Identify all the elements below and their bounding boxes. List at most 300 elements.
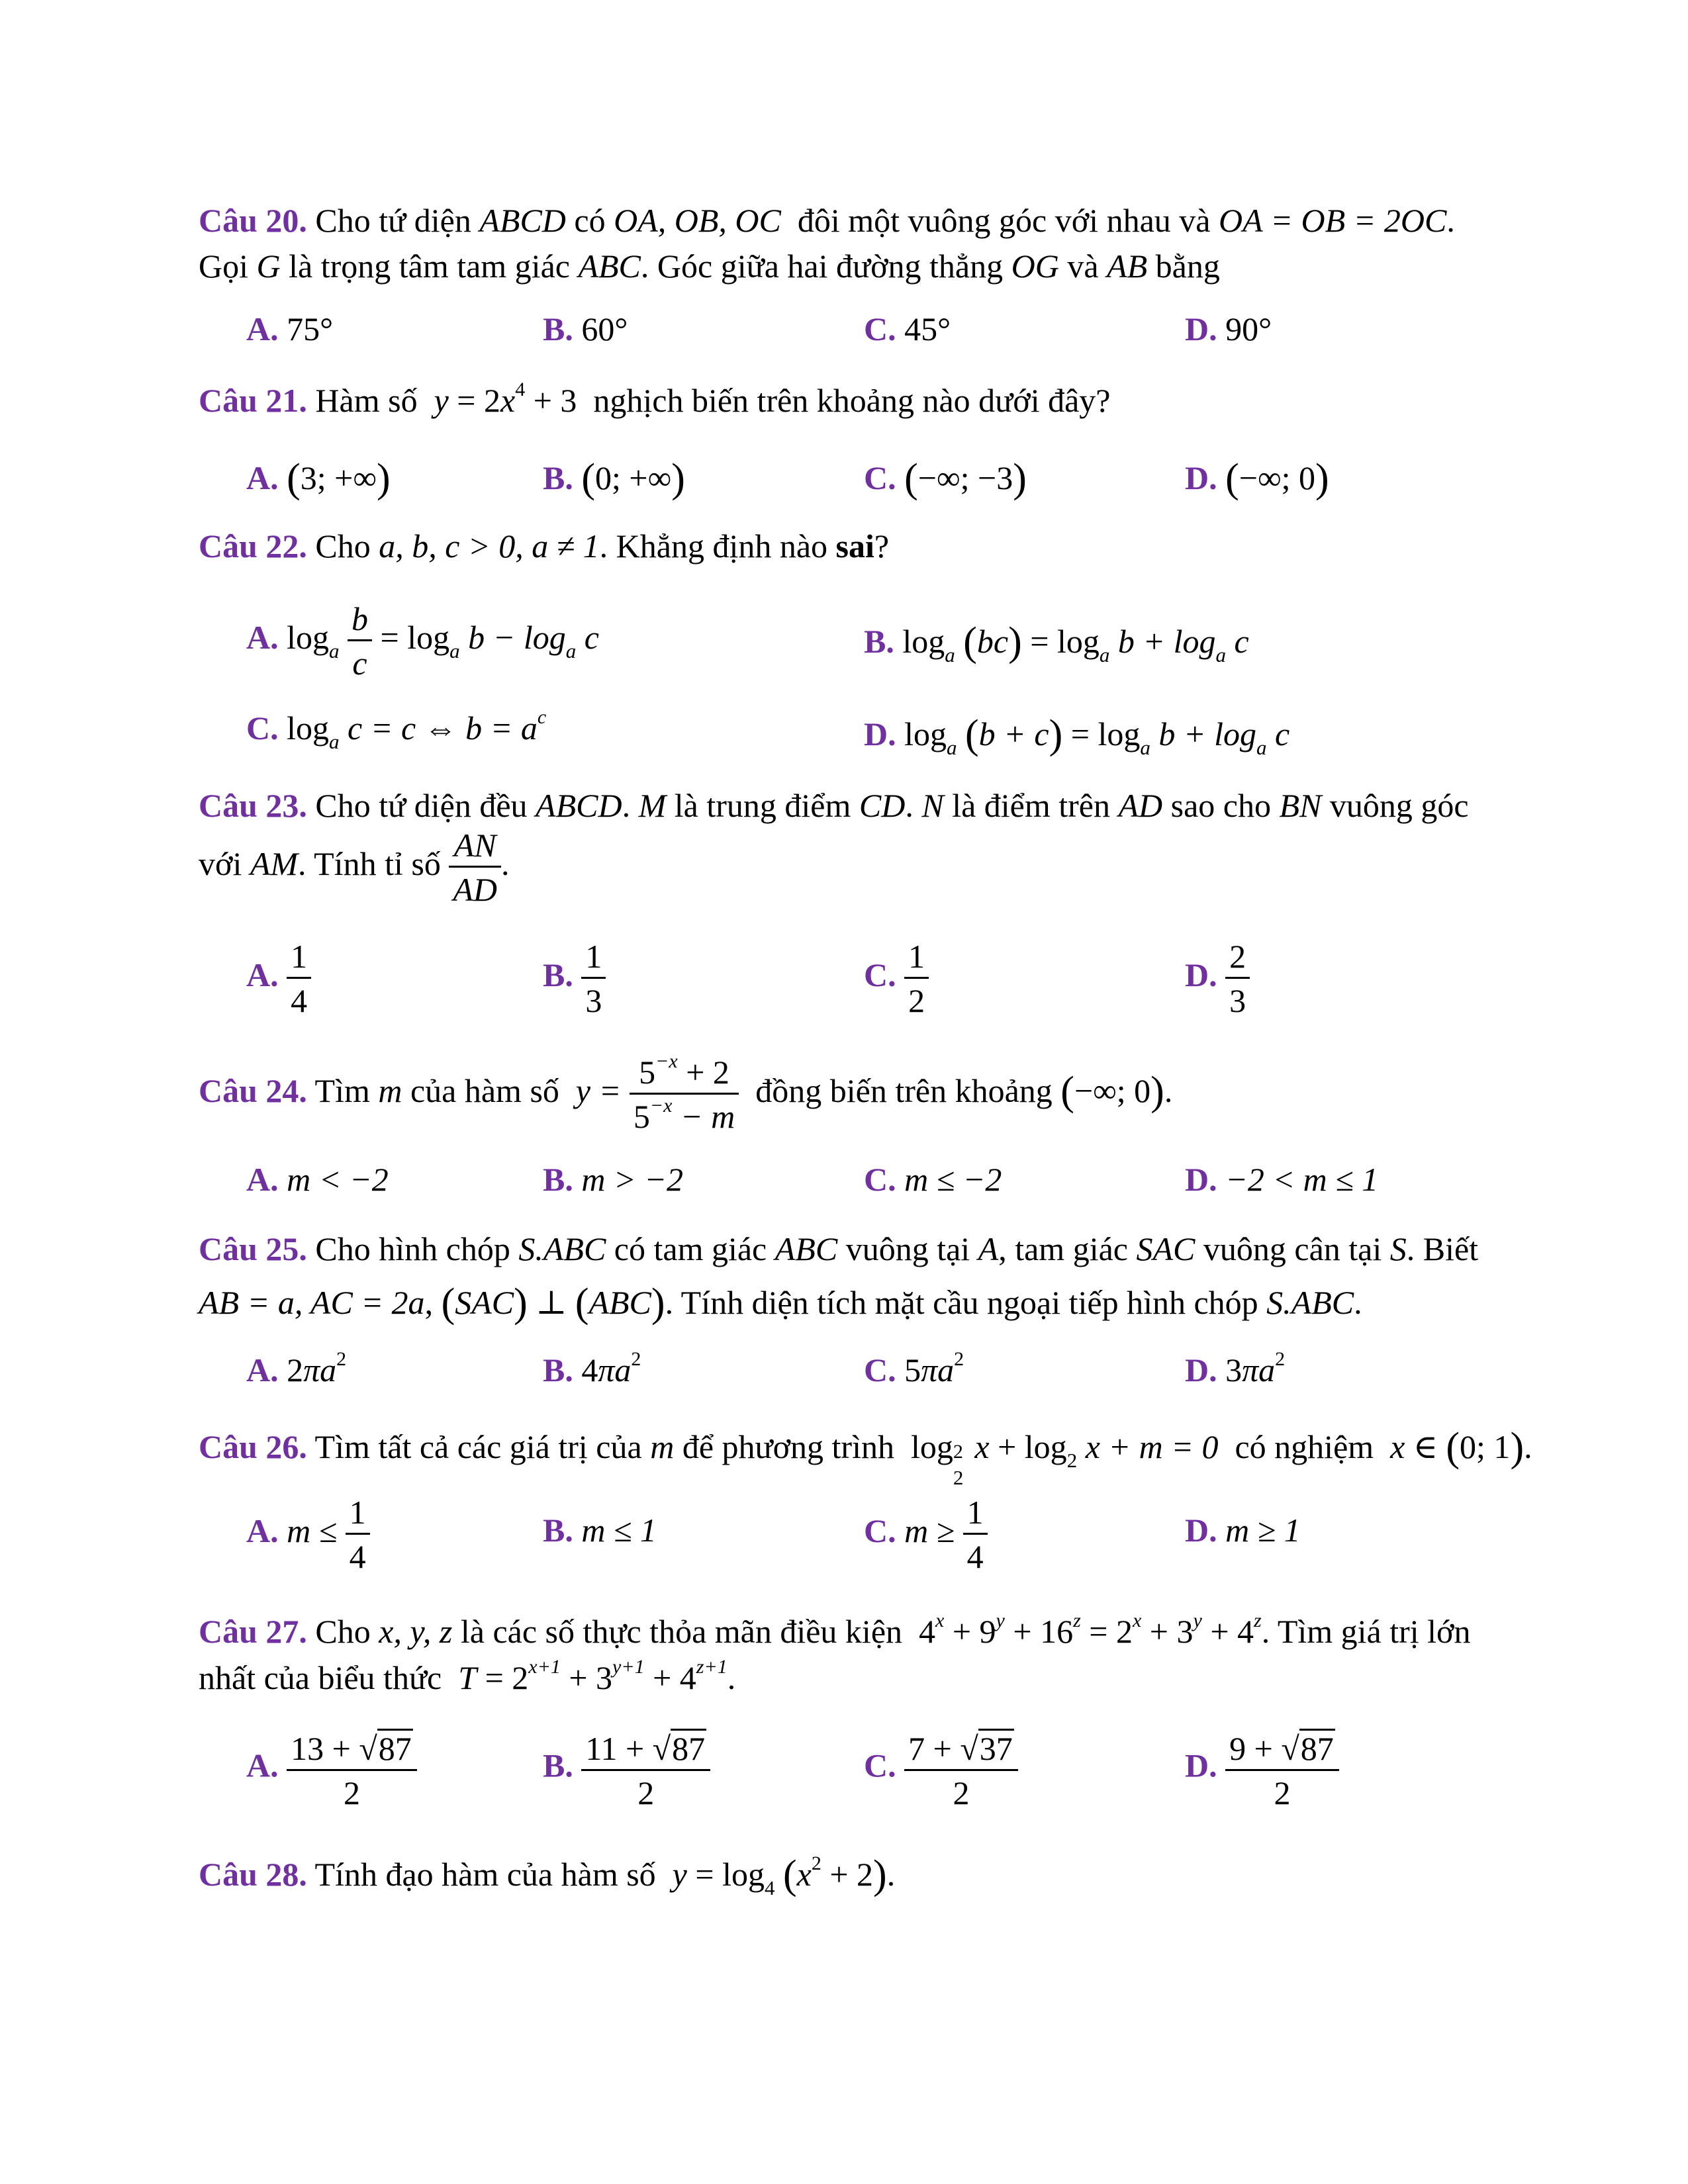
fraction-numerator: b [352, 600, 369, 637]
log-base: a [329, 730, 340, 753]
q23-var: N [921, 787, 944, 824]
q24-option-b[interactable] [543, 1163, 683, 1196]
option-label: D. [1185, 1747, 1217, 1784]
fraction-numerator [1225, 1729, 1339, 1769]
term: + 4 [653, 1659, 696, 1696]
q28-eq: = log [695, 1856, 765, 1893]
q20-option-c[interactable] [864, 312, 951, 345]
option-text: 3; +∞ [300, 459, 377, 496]
exp: z [1073, 1610, 1081, 1631]
q25-line2: AB = a, AC = 2a, (SAC) ⊥ (ABC). Tính diện tích mặt cầu ngoại tiếp hình chóp S.ABC. [199, 1281, 1362, 1326]
log: log [287, 618, 330, 656]
option-label: C. [246, 709, 279, 747]
radicand: 87 [378, 1730, 412, 1767]
option-label: A. [246, 1512, 279, 1549]
option-text: m ≤ [287, 1512, 338, 1549]
option-coef: 5 [904, 1351, 921, 1388]
q23-var: AD [1118, 787, 1163, 824]
q24-line1: Câu 24. Tìm m của hàm số y = $\frac{5^{-x} + 2}{5^{-x} - m}$ đồng biến trên khoảng (−∞; 0). [199, 1050, 1173, 1135]
q25-text: vuông tại [845, 1230, 970, 1267]
q26-label: Câu 26. [199, 1428, 307, 1465]
sqrt-icon: √ [359, 1730, 377, 1767]
fraction-numerator: 1 [349, 1494, 366, 1531]
q25-option-d[interactable] [1185, 1348, 1286, 1388]
fraction-denominator [630, 1093, 739, 1133]
q21-option-d[interactable]: D. (−∞; 0) [1185, 456, 1329, 501]
q28-line1: Câu 28. Tính đạo hàm của hàm số $y = \log_4 (x^2 + 2)$. [199, 1852, 896, 1899]
q25-option-c[interactable] [864, 1348, 964, 1388]
fraction-denominator: 3 [1225, 977, 1250, 1017]
option-exp: c [537, 706, 547, 728]
q20-text: là trọng tâm tam giác [289, 248, 570, 285]
option-label: A. [246, 618, 279, 656]
q24-option-c[interactable] [864, 1163, 1002, 1196]
log: log [902, 623, 945, 660]
fraction-numerator [904, 1729, 1018, 1769]
q21-option-a[interactable]: A. (3; +∞) [246, 456, 391, 501]
q23-text: . [905, 787, 914, 824]
q28-text: . [886, 1856, 896, 1893]
q25-text: có tam giác [614, 1230, 767, 1267]
q25-var: ABC [774, 1230, 838, 1267]
q20-var: ABC [578, 248, 641, 285]
q20-text: đôi một vuông góc với nhau và [797, 202, 1211, 239]
q27-option-b[interactable] [543, 1729, 710, 1809]
q24-option-d[interactable] [1185, 1163, 1378, 1196]
q23-option-d[interactable] [1185, 940, 1250, 1017]
fraction-denominator: 4 [963, 1533, 988, 1573]
fraction-denominator: AD [449, 866, 501, 906]
q23-text: là điểm trên [952, 787, 1110, 824]
option-label: A. [246, 310, 279, 347]
q22-label: Câu 22. [199, 527, 307, 565]
q26-interval: 0; 1 [1460, 1428, 1511, 1465]
base: 5 [633, 1098, 650, 1135]
option-text: 11 + [585, 1730, 645, 1767]
option-text: −∞; −3 [917, 459, 1013, 496]
option-text: b − log [468, 618, 566, 656]
option-text: c [1234, 623, 1249, 660]
q24-text: của hàm số [410, 1071, 559, 1109]
option-label: B. [543, 956, 573, 993]
q21-option-b[interactable]: B. (0; +∞) [543, 456, 685, 501]
sqrt-icon: √ [960, 1730, 978, 1767]
q27-option-c[interactable] [864, 1729, 1018, 1809]
log-base: a [1256, 736, 1267, 759]
exp: −x [655, 1050, 678, 1072]
q23-text: với [199, 844, 242, 882]
q25-var: S [1389, 1230, 1407, 1267]
sqrt-icon: √ [1281, 1730, 1299, 1767]
q21-eq: + 3 [533, 382, 577, 419]
q23-var: CD [859, 787, 906, 824]
option-label: C. [864, 956, 896, 993]
q23-var: BN [1279, 787, 1322, 824]
term: + 9 [952, 1613, 996, 1650]
option-text: 45° [904, 310, 951, 347]
q20-text: bằng [1155, 248, 1220, 285]
q20-var: OG [1011, 248, 1059, 285]
q25-var: SAC [455, 1284, 514, 1321]
fraction-numerator: 1 [291, 938, 308, 975]
q22-emphasis: sai [835, 527, 874, 565]
fraction [449, 829, 501, 906]
fraction [963, 1496, 988, 1573]
fraction [630, 1050, 739, 1135]
q27-text: là các số thực thỏa mãn điều kiện [460, 1613, 903, 1650]
sqrt-icon: √ [652, 1730, 671, 1767]
q23-text: Cho tứ diện đều [315, 787, 528, 824]
q20-label: Câu 20. [199, 202, 307, 239]
option-label: D. [1185, 1161, 1217, 1198]
q23-var: AM [250, 844, 299, 882]
q23-option-b[interactable] [543, 940, 606, 1017]
radicand: 37 [979, 1730, 1013, 1767]
option-exp: 2 [631, 1348, 641, 1370]
q25-condition: AB = a, AC = 2a [199, 1284, 425, 1321]
log-base: a [945, 643, 955, 666]
option-text: m > −2 [581, 1161, 683, 1198]
q27-var: T [458, 1659, 477, 1696]
option-text: c = c ⇔ b = a [348, 709, 538, 747]
q25-option-a[interactable] [246, 1348, 347, 1388]
q20-text: và [1067, 248, 1099, 285]
q26-text: Tìm tất cả các giá trị của [314, 1428, 642, 1465]
q26-option-c[interactable] [864, 1496, 988, 1573]
log-base: 2 [1066, 1449, 1078, 1472]
q20-var: OA, OB, OC [614, 202, 781, 239]
q26-var: m [650, 1428, 675, 1465]
fraction [904, 940, 929, 1017]
option-text: = log [1030, 623, 1100, 660]
q27-option-d[interactable] [1185, 1729, 1339, 1809]
q26-text: để phương trình [682, 1428, 894, 1465]
exp: z+1 [696, 1656, 727, 1678]
fraction-denominator: 2 [581, 1769, 710, 1809]
option-text: πa [598, 1351, 632, 1388]
exp: y+1 [612, 1656, 645, 1678]
option-text: πa [921, 1351, 955, 1388]
q20-option-d[interactable] [1185, 312, 1272, 345]
q24-var: y = [575, 1071, 622, 1109]
fraction [1225, 1729, 1339, 1809]
option-label: C. [864, 1512, 896, 1549]
q25-var: A [978, 1230, 999, 1267]
fraction-denominator: 2 [904, 1769, 1018, 1809]
q26-eq: + m = 0 [1108, 1428, 1219, 1465]
exp: x [1132, 1610, 1142, 1631]
option-exp: 2 [1275, 1348, 1286, 1370]
fraction-denominator: 2 [904, 977, 929, 1017]
radicand: 87 [1300, 1730, 1334, 1767]
fraction-denominator: c [348, 639, 372, 680]
log-base: a [1099, 643, 1110, 666]
q25-text: Cho hình chóp [315, 1230, 510, 1267]
log: log [287, 709, 330, 747]
q24-option-a[interactable] [246, 1163, 389, 1196]
term: + 16 [1013, 1613, 1074, 1650]
option-text: −2 < m ≤ 1 [1225, 1161, 1379, 1198]
den-rest: − m [680, 1098, 735, 1135]
option-exp: 2 [954, 1348, 964, 1370]
q21-eq: = 2 [457, 382, 500, 419]
log-base: a [1215, 643, 1227, 666]
term: + 4 [1210, 1613, 1254, 1650]
q21-text: nghịch biến trên khoảng nào dưới đây? [593, 382, 1111, 419]
term: = 2 [485, 1659, 529, 1696]
term: = 2 [1089, 1613, 1133, 1650]
q20-option-b[interactable] [543, 312, 628, 345]
log-base: a [565, 639, 577, 662]
fraction [287, 1729, 417, 1809]
option-text: = log [1070, 715, 1141, 752]
q23-line2 [199, 829, 509, 906]
q26-var: x [974, 1428, 990, 1465]
option-text: πa [303, 1351, 337, 1388]
perp-symbol: ⊥ [536, 1284, 567, 1321]
q23-var: ABCD [536, 787, 622, 824]
option-label: D. [1185, 1351, 1217, 1388]
q20-equation: OA = OB = 2OC [1218, 202, 1447, 239]
q23-text: sao cho [1170, 787, 1271, 824]
q26-option-a[interactable] [246, 1496, 370, 1573]
q20-line2 [199, 250, 1220, 283]
option-label: C. [864, 310, 896, 347]
option-label: B. [543, 1747, 573, 1784]
option-label: D. [864, 715, 896, 752]
q28-var: x [796, 1856, 812, 1893]
q26-option-d[interactable] [1185, 1514, 1301, 1547]
option-text: bc [976, 623, 1009, 660]
option-label: A. [246, 956, 279, 993]
option-label: D. [1185, 459, 1217, 496]
fraction [581, 1729, 710, 1809]
option-label: D. [1185, 1512, 1217, 1549]
option-text: m < −2 [287, 1161, 389, 1198]
option-text: 75° [287, 310, 334, 347]
q22-option-b[interactable]: B. $\log_a (bc) = \log_a b + \log_a c$ [864, 619, 1249, 666]
q23-option-c[interactable] [864, 940, 929, 1017]
option-label: B. [543, 459, 573, 496]
log: log [910, 1428, 953, 1465]
option-text: 90° [1225, 310, 1272, 347]
option-label: B. [864, 623, 894, 660]
option-exp: 2 [336, 1348, 347, 1370]
q28-exp: 2 [811, 1852, 821, 1874]
option-text: c [1275, 715, 1290, 752]
q20-text: . Góc giữa hai đường thẳng [640, 248, 1004, 285]
fraction-denominator: 2 [287, 1769, 417, 1809]
option-text: πa [1242, 1351, 1276, 1388]
fraction-numerator: 1 [908, 938, 925, 975]
option-coef: 4 [581, 1351, 598, 1388]
q21-var: y [434, 382, 449, 419]
q22-option-c[interactable] [246, 706, 547, 753]
q22-text: ? [874, 527, 890, 565]
q22-option-a[interactable] [246, 602, 599, 680]
q21-exp: 4 [515, 379, 526, 400]
option-label: C. [864, 1351, 896, 1388]
term: + 3 [1149, 1613, 1194, 1650]
option-label: C. [864, 1161, 896, 1198]
fraction-numerator [287, 1729, 417, 1769]
q23-option-a[interactable] [246, 940, 311, 1017]
q27-line1 [199, 1610, 1471, 1650]
q21-var: x [500, 382, 516, 419]
q28-label: Câu 28. [199, 1856, 307, 1893]
q26-var: x [1085, 1428, 1100, 1465]
option-text: m ≥ [904, 1512, 955, 1549]
q26-text: . [1524, 1428, 1532, 1465]
option-label: B. [543, 1351, 573, 1388]
q25-line1 [199, 1232, 1478, 1265]
q25-text: , [424, 1284, 434, 1321]
q24-interval: −∞; 0 [1074, 1071, 1151, 1109]
q20-var: G [256, 248, 281, 285]
fraction [581, 940, 606, 1017]
option-label: B. [543, 310, 573, 347]
q22-line1 [199, 529, 889, 563]
option-text: 7 + [908, 1730, 952, 1767]
fraction-numerator: 1 [966, 1494, 984, 1531]
q24-text: Tìm [314, 1071, 370, 1109]
option-text: m ≥ 1 [1225, 1512, 1301, 1549]
q20-option-a[interactable] [246, 312, 333, 345]
q23-text: vuông góc [1329, 787, 1469, 824]
option-text: b + log [1158, 715, 1256, 752]
q25-text: . Tính diện tích mặt cầu ngoại tiếp hình chóp [665, 1284, 1258, 1321]
q26-var: x ∈ [1390, 1428, 1438, 1465]
q24-label: Câu 24. [199, 1071, 307, 1109]
log-base: a [947, 736, 957, 759]
exp: z [1254, 1610, 1262, 1631]
option-text: 13 + [291, 1730, 351, 1767]
log-square: 2 [953, 1441, 963, 1463]
q25-var: ABC [588, 1284, 651, 1321]
fraction [1225, 940, 1250, 1017]
option-text: b + log [1117, 623, 1216, 660]
q20-var: AB [1107, 248, 1148, 285]
option-text: c [584, 618, 599, 656]
q25-var: S.ABC [1266, 1284, 1354, 1321]
q22-condition: a, b, c > 0, a ≠ 1 [379, 527, 600, 565]
fraction-numerator: 1 [585, 938, 602, 975]
option-label: A. [246, 1351, 279, 1388]
fraction-denominator: 3 [581, 977, 606, 1017]
q26-option-b[interactable] [543, 1514, 657, 1547]
fraction-denominator: 4 [346, 1533, 370, 1573]
fraction [287, 940, 311, 1017]
q27-text: nhất của biểu thức [199, 1659, 442, 1696]
log-base: a [449, 639, 460, 662]
fraction-denominator: 2 [1225, 1769, 1339, 1809]
exp: x+1 [528, 1656, 561, 1678]
q20-dot: . [1446, 202, 1455, 239]
fraction-numerator: AN [453, 827, 496, 864]
q22-text: . Khẳng định nào [599, 527, 828, 565]
option-label: C. [864, 459, 896, 496]
log-base: a [1140, 736, 1150, 759]
option-label: A. [246, 1161, 279, 1198]
q25-text: . Biết [1406, 1230, 1479, 1267]
q26-line1: Câu 26. Tìm tất cả các giá trị của m để phương trình log 2 2 $x + \log_2 x + m = 0$ có nghiệm x ∈ (0; 1). [199, 1425, 1532, 1489]
exp: −x [649, 1095, 673, 1116]
q24-var: m [378, 1071, 402, 1109]
q22-text: Cho [315, 527, 371, 565]
option-text: b + c [978, 715, 1049, 752]
option-text: m ≤ 1 [581, 1512, 657, 1549]
q21-option-c[interactable]: C. (−∞; −3) [864, 456, 1027, 501]
q25-var: SAC [1136, 1230, 1196, 1267]
q27-text: . [727, 1659, 736, 1696]
fraction-numerator [581, 1729, 710, 1769]
q25-var: S.ABC [518, 1230, 606, 1267]
q25-label: Câu 25. [199, 1230, 307, 1267]
q23-label: Câu 23. [199, 787, 307, 824]
option-text: = log [380, 618, 450, 656]
q23-text: là trung điểm [674, 787, 851, 824]
fraction-numerator [630, 1050, 739, 1093]
q23-text: . [500, 844, 510, 882]
q20-text: Cho tứ diện [315, 202, 471, 239]
radicand: 87 [672, 1730, 706, 1767]
option-text: 60° [581, 310, 628, 347]
q20-var: ABCD [479, 202, 566, 239]
option-text: −∞; 0 [1239, 459, 1315, 496]
log: log [904, 715, 947, 752]
option-label: B. [543, 1161, 573, 1198]
q25-text: . [1354, 1284, 1362, 1321]
exp: y [996, 1610, 1005, 1631]
option-label: B. [543, 1512, 573, 1549]
q24-text: . [1164, 1071, 1173, 1109]
option-label: A. [246, 459, 279, 496]
num-rest: + 2 [686, 1054, 729, 1091]
fraction [348, 602, 372, 680]
q28-var: y [672, 1856, 687, 1893]
q25-text: vuông cân tại [1203, 1230, 1382, 1267]
q21-line1 [199, 379, 1111, 419]
q26-text: có nghiệm [1235, 1428, 1374, 1465]
q25-option-b[interactable] [543, 1348, 641, 1388]
log-base: a [329, 639, 340, 662]
q27-label: Câu 27. [199, 1613, 307, 1650]
log-base: 2 [953, 1466, 964, 1489]
q28-text: Tính đạo hàm của hàm số [314, 1856, 656, 1893]
q23-line1 [199, 789, 1469, 822]
q28-eq: + 2 [829, 1856, 874, 1893]
fraction [346, 1496, 370, 1573]
q22-option-d[interactable]: D. $\log_a (b + c) = \log_a b + \log_a c$ [864, 712, 1290, 759]
option-label: C. [864, 1747, 896, 1784]
q27-option-a[interactable] [246, 1729, 417, 1809]
q20-text: Gọi [199, 248, 248, 285]
option-coef: 3 [1225, 1351, 1243, 1388]
option-label: D. [1185, 956, 1217, 993]
q21-text: Hàm số [315, 382, 418, 419]
term: + 3 [569, 1659, 613, 1696]
option-text: 0; +∞ [595, 459, 672, 496]
q27-text: Cho [315, 1613, 371, 1650]
fraction [904, 1729, 1018, 1809]
q23-var: M [638, 787, 667, 824]
base: 5 [639, 1054, 656, 1091]
q20-line1 [199, 204, 1455, 237]
q27-text: . Tìm giá trị lớn [1261, 1613, 1471, 1650]
q20-text: có [574, 202, 606, 239]
fraction-denominator: 4 [287, 977, 311, 1017]
q27-var: x, y, z [379, 1613, 453, 1650]
